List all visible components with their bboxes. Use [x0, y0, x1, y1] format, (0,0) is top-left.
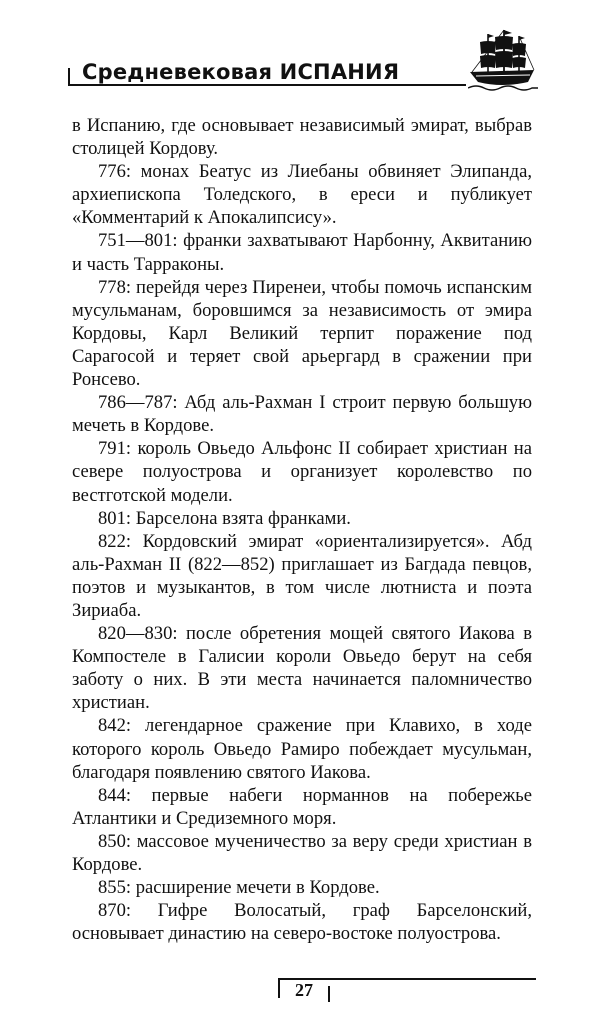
chronology-entry-870: 870: Гифре Волосатый, граф Барселонский, основывает династию на северо-востоке полуострова. — [72, 900, 532, 945]
chronology-entry-855: 855: расширение мечети в Кордове. — [98, 877, 380, 899]
chronology-entry-751-801: 751—801: франки захватывают Нарбонну, Аквитанию и часть Тарраконы. — [72, 230, 532, 275]
sailing-ship-icon — [468, 28, 538, 92]
page-footer — [0, 968, 600, 1008]
header-rule — [68, 84, 466, 86]
main-text — [72, 114, 532, 945]
chronology-entry-844: 844: первые набеги норманнов на побережье Атлантики и Средиземного моря. — [72, 784, 532, 829]
running-title: Средневековая ИСПАНИЯ — [82, 60, 400, 84]
chronology-entry-850: 850: массовое мученичество за веру среди христиан в Кордове. — [72, 830, 532, 875]
chronology-entry-822: 822: Кордовский эмират «ориентализируется». Абд аль-Рахман II (822—852) приглашает из Багдада певцов, поэтов и музыкантов, в том числе лютниста и поэта Зириаба. — [72, 530, 532, 621]
footer-bracket-left — [278, 978, 280, 998]
chronology-entry-791: 791: король Овьедо Альфонс II собирает христиан на севере полуострова и организует королевство по вестготской модели. — [72, 438, 532, 506]
chronology-entry-786-787: 786—787: Абд аль-Рахман I строит первую большую мечеть в Кордове. — [72, 392, 532, 437]
paragraph-continuation: в Испанию, где основывает независимый эмират, выбрав столицей Кордову. — [72, 115, 532, 160]
chronology-entry-778: 778: перейдя через Пиренеи, чтобы помочь испанским мусульманам, боровшимся за независимость от эмира Кордовы, Карл Великий терпит поражение под Сарагосой и теряет свой арьергард в сражении при Ронсево. — [72, 276, 532, 391]
chronology-entry-801: 801: Барселона взята франками. — [98, 507, 351, 529]
footer-bracket-right — [328, 986, 330, 1002]
running-header — [68, 28, 538, 92]
chronology-entry-842: 842: легендарное сражение при Клавихо, в ходе которого король Овьедо Рамиро побеждает мусульман, благодаря появлению святого Иакова. — [72, 715, 532, 783]
chronology-entry-820-830: 820—830: после обретения мощей святого Иакова в Компостеле в Галисии короли Овьедо берут на себя заботу о них. В эти места начинается паломничество христиан. — [72, 623, 532, 714]
chronology-entry-776: 776: монах Беатус из Лиебаны обвиняет Элипанда, архиепископа Толедского, в ереси и публикует «Комментарий к Апокалипсису». — [72, 161, 532, 229]
page-number: 27 — [295, 980, 313, 1000]
